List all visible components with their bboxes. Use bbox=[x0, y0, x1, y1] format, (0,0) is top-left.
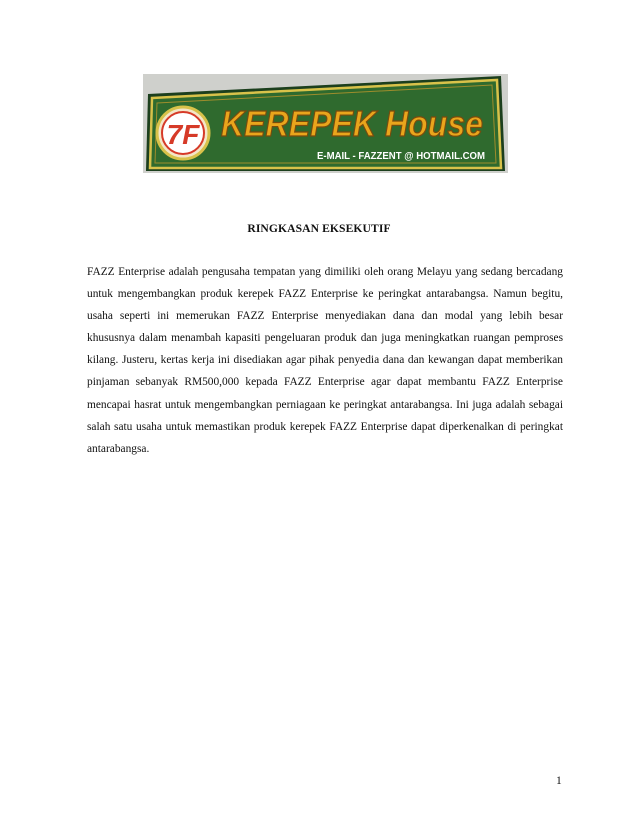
sign-graphic bbox=[143, 74, 508, 173]
section-heading: RINGKASAN EKSEKUTIF bbox=[247, 222, 391, 235]
page-number: 1 bbox=[556, 774, 562, 787]
sign-email: E-MAIL - FAZZENT @ HOTMAIL.COM bbox=[317, 151, 485, 162]
executive-summary-paragraph: FAZZ Enterprise adalah pengusaha tempatan yang dimiliki oleh orang Melayu yang sedang bercadang untuk mengembangkan produk kerepek FAZZ Enterprise ke peringkat antarabangsa. Namun begitu, usaha seperti ini memerukan FAZZ Enterprise menyediakan dana dan modal yang lebih besar khususnya dalam menambah kapasiti pengeluaran produk dan juga meningkatkan ruangan pemproses kilang. Justeru, kertas kerja ini disediakan agar pihak penyedia dana dan kewangan dapat memberikan pinjaman sebanyak RM500,000 kepada FAZZ Enterprise agar dapat membantu FAZZ Enterprise mencapai hasrat untuk mengembangkan perniagaan ke peringkat antarabangsa. Ini juga adalah sebagai salah satu usaha untuk memastikan produk kerepek FAZZ Enterprise dapat diperkenalkan di peringkat antarabangsa. bbox=[87, 266, 563, 455]
kerepek-house-sign-photo bbox=[143, 74, 508, 173]
sign-title: KEREPEK House bbox=[221, 103, 483, 144]
sign-logo-text: 7F bbox=[166, 119, 200, 150]
